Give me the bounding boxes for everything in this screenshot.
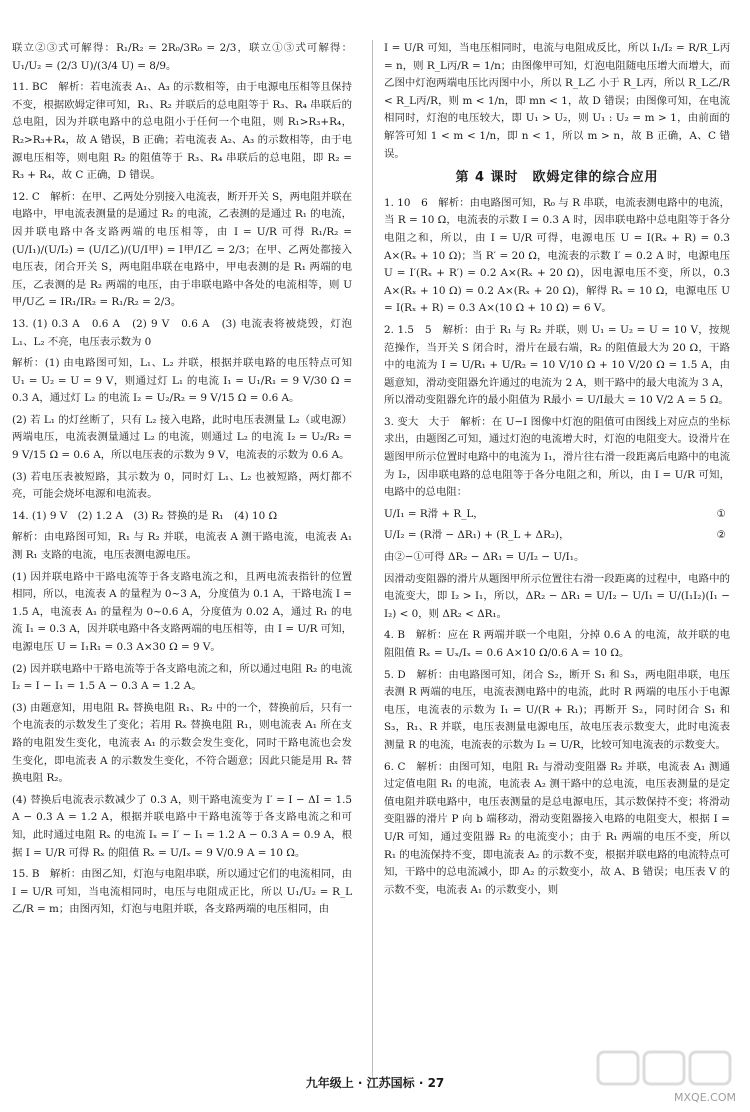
equation-2-text: U/I₂ = (R滑 − ΔR₁) + (R_L + ΔR₂)， bbox=[384, 529, 570, 542]
left-column bbox=[12, 40, 352, 923]
equation-1-text: U/I₁ = R滑 + R_L， bbox=[384, 507, 484, 520]
left-paragraph: 解析：(1) 由电路图可知，L₁、L₂ 并联，根据并联电路的电压特点可知 U₁ = U₂ = U = 9 V，则通过灯 L₁ 的电流 I₁ = U₁/R₁ = 9 V/30 Ω = 0.3 A，通过灯 L₂ 的电流 I₂ = U₂/R₂ = 9 V/15 Ω = 0.6 A。 bbox=[12, 357, 352, 405]
left-paragraph: 13. (1) 0.3 A 0.6 A (2) 9 V 0.6 A (3) 电流表将被烧毁，灯泡 L₁、L₂ 不亮，电压表示数为 0 bbox=[12, 317, 352, 348]
left-paragraph: 解析：由电路图可知，R₁ 与 R₂ 并联，电流表 A 测干路电流，电流表 A₁ 测 R₁ 支路的电流，电压表测电源电压。 bbox=[12, 531, 352, 562]
left-paragraph: (3) 若电压表被短路，其示数为 0，同时灯 L₁、L₂ 也被短路，两灯都不亮，可能会烧坏电源和电流表。 bbox=[12, 470, 352, 501]
left-paragraph: 11. BC 解析：若电流表 A₁、A₃ 的示数相等，由于电源电压相等且保持不变，根据欧姆定律可知，R₁、R₂ 并联后的总电阻等于 R₃、R₄ 串联后的总电阻，因为并联电路中的总电阻小于任何一个电阻，则 R₁>R₃+R₄，R₂>R₃+R₄，故 A 错误，B 正确；若电流表 A₂、A₃ 的示数相等，由于电源电压相等，则电阻 R₂ 的阻值等于 R₃、R₄ 串联后的总电阻，即 R₂ = R₃ + R₄，故 C 正确，D 错误。 bbox=[12, 81, 352, 182]
right-paragraph: 6. C 解析：由图可知，电阻 R₁ 与滑动变阻器 R₂ 并联，电流表 A₁ 测通过定值电阻 R₁ 的电流，电流表 A₂ 测干路中的总电流，电压表测量的是定值电阻并联电路中，电压表测量的是总电源电压，其示数保持不变；将滑动变阻器的滑片 P 向 b 端移动，滑动变阻器接入电路的电阻变大，根据 I = U/R 可知，通过变阻器 R₂ 的电流变小；由于 R₁ 两端的电压不变，所以 R₁ 的电流保持不变，即电流表 A₂ 的示数不变，根据并联电路的电流特点可知，干路中的总电流减小，即 A₂ 的示数变小，故 A、B 错误；电压表 V 的示数不变，电流表 A₁ 的示数变小，则 bbox=[384, 760, 730, 896]
left-paragraph: (1) 因并联电路中干路电流等于各支路电流之和，且两电流表指针的位置相同，所以，电流表 A 的量程为 0~3 A，分度值为 0.1 A，干路电流 I = 1.5 A，电流表 A₁ 的量程为 0~0.6 A，分度值为 0.02 A，通过 R₁ 的电流 I₁ = 0.3 A，因并联电路中各支路两端的电压相等，由 I = U/R 可知，电源电压 U = I₁R₁ = 0.3 A×30 Ω = 9 V。 bbox=[12, 570, 352, 653]
right-paragraph: 5. D 解析：由电路图可知，闭合 S₂，断开 S₁ 和 S₃，两电阻串联，电压表测 R 两端的电压，电流表测电路中的电流，此时 R 两端的电压小于电源电压，电流表的示数为 I₁ = U/(R + R₁)；再断开 S₂，同时闭合 S₁ 和 S₃，R₁、R 并联，电压表测量电源电压，故电压表示数变大，此时电流表测量 R 的电流，电流表的示数为 I₂ = U/R，比较可知电流表的示数变大。 bbox=[384, 668, 730, 751]
right-paragraph: 4. B 解析：应在 R 两端并联一个电阻，分掉 0.6 A 的电流，故并联的电阻阻值 Rₓ = Uₓ/Iₓ = 0.6 A×10 Ω/0.6 A = 10 Ω。 bbox=[384, 629, 730, 659]
watermark-text: MXQE.COM bbox=[674, 1091, 736, 1104]
left-paragraph: 14. (1) 9 V (2) 1.2 A (3) R₂ 替换的是 R₁ (4) 10 Ω bbox=[12, 509, 278, 522]
right-paragraph: 1. 10 6 解析：由电路图可知，R₀ 与 R 串联，电流表测电路中的电流，当 R = 10 Ω，电流表的示数 I = 0.3 A 时，因串联电路中总电阻等于各分电阻之和，所以，由 I = U/R 可得，电源电压 U = I(Rₓ + R) = 0.3 A×(Rₓ + 10 Ω)；当 R′ = 20 Ω，电流表的示数 I′ = 0.2 A 时，电源电压 U = I′(Rₓ + R′) = 0.2 A×(Rₓ + 20 Ω)，因电源电压不变，所以，0.3 A×(Rₓ + 10 Ω) = 0.2 A×(Rₓ + 20 Ω)，解得 Rₓ = 10 Ω，电源电压 U = I(Rₓ + R) = 0.3 A×(10 Ω + 10 Ω) = 6 V。 bbox=[384, 196, 730, 315]
left-paragraph: 联立②③式可解得：R₁/R₂ = 2R₀/3R₀ = 2/3，联立①③式可解得：U₁/U₂ = (2/3 U)/(3/4 U) = 8/9。 bbox=[12, 42, 352, 72]
right-paragraph: I = U/R 可知，当电压相同时，电流与电阻成反比，所以 I₁/I₂ = R/R_L丙 = n，则 R_L丙/R = 1/n；由图像甲可知，灯泡电阻随电压增大而增大，而乙图中灯泡两端电压比丙图中小，所以 R_L乙 小于 R_L丙，所以 R_L乙/R < R_L丙/R，则 m < 1/n，即 mn < 1，故 D 错误；由图像可知，在电流相同时，灯泡的电压较大，即 U₁ > U₂，则 U₁ : U₂ = m > 1，由前面的解答可知 1 < m < 1/n，即 n < 1，所以 m > n，故 B 正确，A、C 错误。 bbox=[384, 42, 730, 160]
equation-2-mark: ② bbox=[716, 529, 726, 542]
left-paragraph: (4) 替换后电流表示数减少了 0.3 A，则干路电流变为 I′ = I − ΔI = 1.5 A − 0.3 A = 1.2 A，根据并联电路中干路电流等于各支路电流之和可知，此时通过电阻 Rₓ 的电流 Iₓ = I′ − I₁ = 1.2 A − 0.3 A = 0.9 A，根据 I = U/R 可得 Rₓ 的阻值 Rₓ = U/Iₓ = 9 V/0.9 A = 10 Ω。 bbox=[12, 793, 352, 859]
right-paragraph: 因滑动变阻器的滑片从题图甲所示位置往右滑一段距离的过程中，电路中的电流变大，即 I₂ > I₁，所以，ΔR₂ − ΔR₁ = U/I₂ − U/I₁ = U/(I₁I₂)(I₁ − I₂) < 0，则 ΔR₂ < ΔR₁。 bbox=[384, 572, 730, 620]
right-column bbox=[384, 40, 730, 903]
equation-2 bbox=[384, 527, 730, 545]
right-paragraph: 2. 1.5 5 解析：由于 R₁ 与 R₂ 并联，则 U₁ = U₂ = U = 10 V，按规范操作，当开关 S 闭合时，滑片在最右端，R₂ 的阻值最大为 20 Ω，干路中的电流为 I = U/R₁ + U/R₂ = 10 V/10 Ω + 10 V/20 Ω = 1.5 A，由题意知，滑动变阻器允许通过的电流为 2 A，则干路中的最大电流为 3 A，所以滑动变阻器允许的最小阻值为 R最小 = U/I最大 = 10 V/2 A = 5 Ω。 bbox=[384, 323, 730, 407]
left-paragraph: (2) 若 L₁ 的灯丝断了，只有 L₂ 接入电路，此时电压表测量 L₂（或电源）两端电压，电流表测量通过 L₂ 的电流，则通过 L₂ 的电流 I₂ = U₂/R₂ = 9 V/15 Ω = 0.6 A，所以电压表的示数为 9 V，电流表的示数为 0.6 A。 bbox=[12, 413, 352, 462]
left-paragraph: (2) 因并联电路中干路电流等于各支路电流之和，所以通过电阻 R₂ 的电流 I₂ = I − I₁ = 1.5 A − 0.3 A = 1.2 A。 bbox=[12, 662, 352, 693]
right-paragraph: 3. 变大 大于 解析：在 U−I 图像中灯泡的阻值可由图线上对应点的坐标求出，由题图乙可知，通过灯泡的电流增大时，灯泡的电阻变大。设滑片在题图甲所示位置时电路中的电流为 I₁，滑片往右滑一段距离后电路中的电流为 I₂，因串联电路的总电阻等于各分电阻之和，所以，由 I = U/R 可知，电路中的总电阻： bbox=[384, 415, 730, 499]
page-footer: 九年级上 · 江苏国标 · 27 bbox=[305, 1076, 445, 1090]
section-title: 第 4 课时 欧姆定律的综合应用 bbox=[455, 170, 659, 186]
left-paragraph: (3) 由题意知，用电阻 Rₓ 替换电阻 R₁、R₂ 中的一个，替换前后，只有一个电流表的示数发生了变化；若用 Rₓ 替换电阻 R₁，则电流表 A₁ 所在支路的电阻发生变化，电流表 A₁ 的示数会发生变化，同时干路电流也会发生变化，即电流表 A 的示数发生变化，不符合题意；因此只能是用 Rₓ 替换电阻 R₂。 bbox=[12, 701, 352, 785]
equation-1 bbox=[384, 506, 730, 524]
equation-1-mark: ① bbox=[716, 507, 726, 520]
left-paragraph: 15. B 解析：由图乙知，灯泡与电阻串联，所以通过它们的电流相同，由 I = U/R 可知，当电流相同时，电压与电阻成正比，所以 U₁/U₂ = R_L乙/R = m；由图丙知，灯泡与电阻并联，各支路两端的电压相同，由 bbox=[12, 868, 352, 916]
column-divider bbox=[372, 40, 373, 1080]
right-paragraph: 由②−①可得 ΔR₂ − ΔR₁ = U/I₂ − U/I₁。 bbox=[384, 551, 585, 564]
left-paragraph: 12. C 解析：在甲、乙两处分别接入电流表，断开开关 S，两电阻并联在电路中，甲电流表测量的是通过 R₂ 的电流，乙表测的是通过 R₁ 的电流，因并联电路中各支路两端的电压相等，由 I = U/R 可得 R₁/R₂ = (U/I₁)/(U/I₂) = (U/I乙)/(U/I甲) = I甲/I乙 = 2/3；在甲、乙两处都接入电压表，闭合开关 S，两电阻串联在电路中，甲电表测的是 R₁ 两端的电压，乙表测的是 R₂ 两端的电压，由于串联电路中各处的电流相等，则 U甲/U乙 = IR₁/IR₂ = R₁/R₂ = 2/3。 bbox=[12, 190, 352, 309]
